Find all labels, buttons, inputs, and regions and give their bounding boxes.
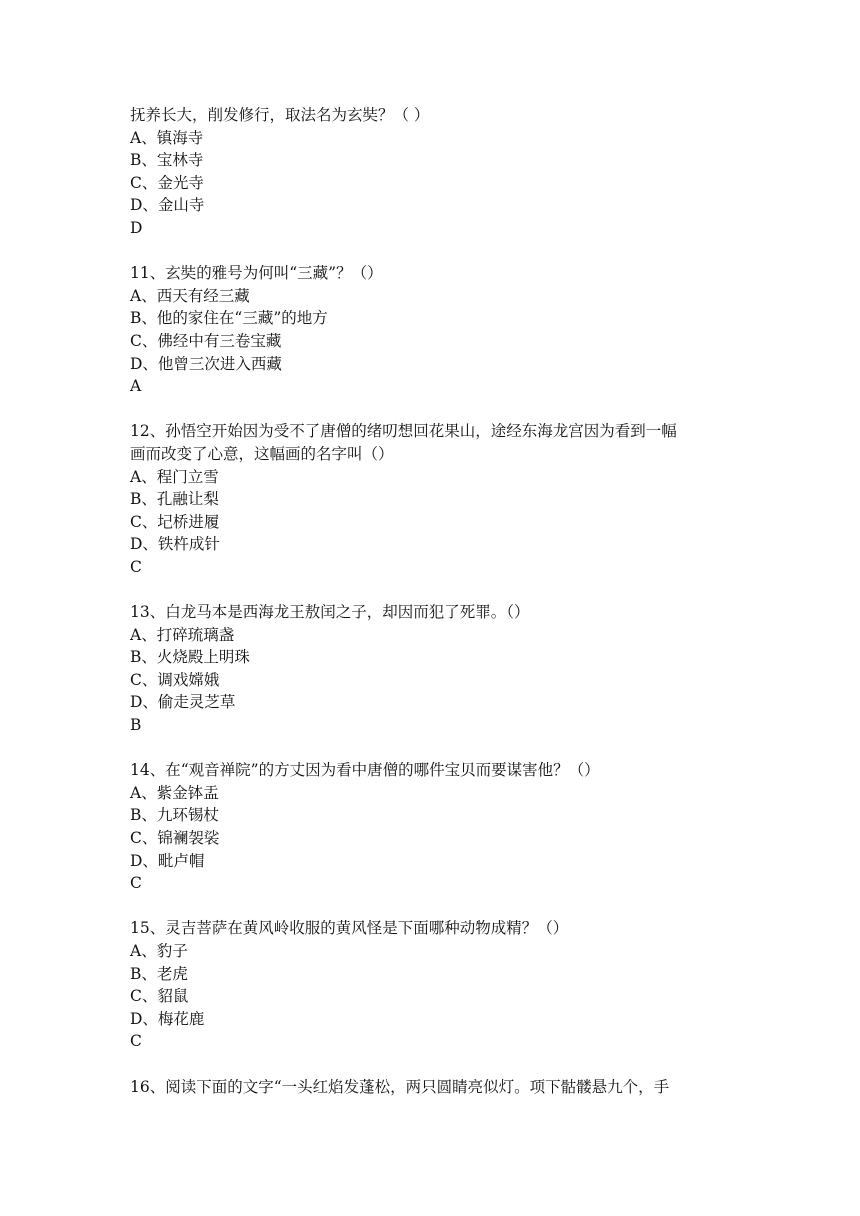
question-stem: 13、白龙马本是西海龙王敖闰之子，却因而犯了死罪。（） [130, 603, 530, 622]
answer: C [130, 557, 142, 576]
question-stem: 14、在“观音禅院”的方丈因为看中唐僧的哪件宝贝而要谋害他？（） [130, 761, 600, 780]
option-b: B、火烧殿上明珠 [130, 648, 250, 667]
option-a: A、镇海寺 [130, 128, 204, 147]
answer: A [130, 377, 142, 396]
option-c: C、金光寺 [130, 173, 204, 192]
option-d: D、他曾三次进入西藏 [130, 354, 282, 373]
option-c: C、锦襕袈裟 [130, 829, 220, 847]
question-stem: 抚养长大，削发修行，取法名为玄奘？（ ） [130, 106, 430, 124]
question-16-fragment: 16、阅读下面的文字“一头红焰发蓬松，两只圆睛亮似灯。项下骷髅悬九个，手 [130, 1077, 670, 1096]
option-b: B、老虎 [130, 964, 188, 983]
option-a: A、程门立雪 [130, 467, 219, 486]
option-a: A、打碎琉璃盏 [130, 625, 235, 644]
answer: B [130, 716, 142, 735]
option-b: B、九环锡杖 [130, 806, 219, 825]
answer: C [130, 1032, 142, 1051]
question-stem: 15、灵吉菩萨在黄风岭收服的黄风怪是下面哪种动物成精？（） [130, 919, 569, 938]
option-d: D、铁杵成针 [130, 535, 220, 554]
question-10-fragment [130, 104, 750, 240]
question-stem-continued: 画而改变了心意，这幅画的名字叫（） [130, 444, 394, 463]
spacer [130, 398, 750, 421]
question-stem: 11、玄奘的雅号为何叫“三藏”？（） [130, 264, 383, 283]
option-d: D、梅花鹿 [130, 1009, 205, 1028]
answer: D [130, 218, 143, 237]
option-d: D、偷走灵芝草 [130, 693, 236, 712]
option-d: D、金山寺 [130, 196, 205, 215]
spacer [130, 737, 750, 760]
option-c: C、圮桥进履 [130, 512, 220, 531]
option-a: A、豹子 [130, 941, 188, 960]
question-13 [130, 601, 750, 737]
answer: C [130, 874, 142, 893]
option-b: B、他的家住在“三藏”的地方 [130, 309, 328, 328]
option-b: B、孔融让梨 [130, 490, 219, 509]
question-stem: 12、孙悟空开始因为受不了唐僧的绪叨想回花果山，途经东海龙宫因为看到一幅 [130, 422, 677, 441]
spacer [130, 895, 750, 918]
question-14 [130, 759, 750, 895]
question-12 [130, 420, 750, 578]
option-c: C、貂鼠 [130, 987, 189, 1006]
question-15 [130, 917, 750, 1053]
option-d: D、毗卢帽 [130, 851, 205, 870]
option-c: C、调戏嫦娥 [130, 670, 220, 689]
option-b: B、宝林寺 [130, 151, 204, 170]
document-page [130, 104, 750, 1098]
spacer [130, 578, 750, 601]
option-c: C、佛经中有三卷宝藏 [130, 331, 282, 350]
option-a: A、西天有经三藏 [130, 286, 250, 305]
question-11 [130, 262, 750, 398]
option-a: A、紫金钵盂 [130, 783, 219, 802]
spacer [130, 240, 750, 263]
spacer [130, 1053, 750, 1076]
